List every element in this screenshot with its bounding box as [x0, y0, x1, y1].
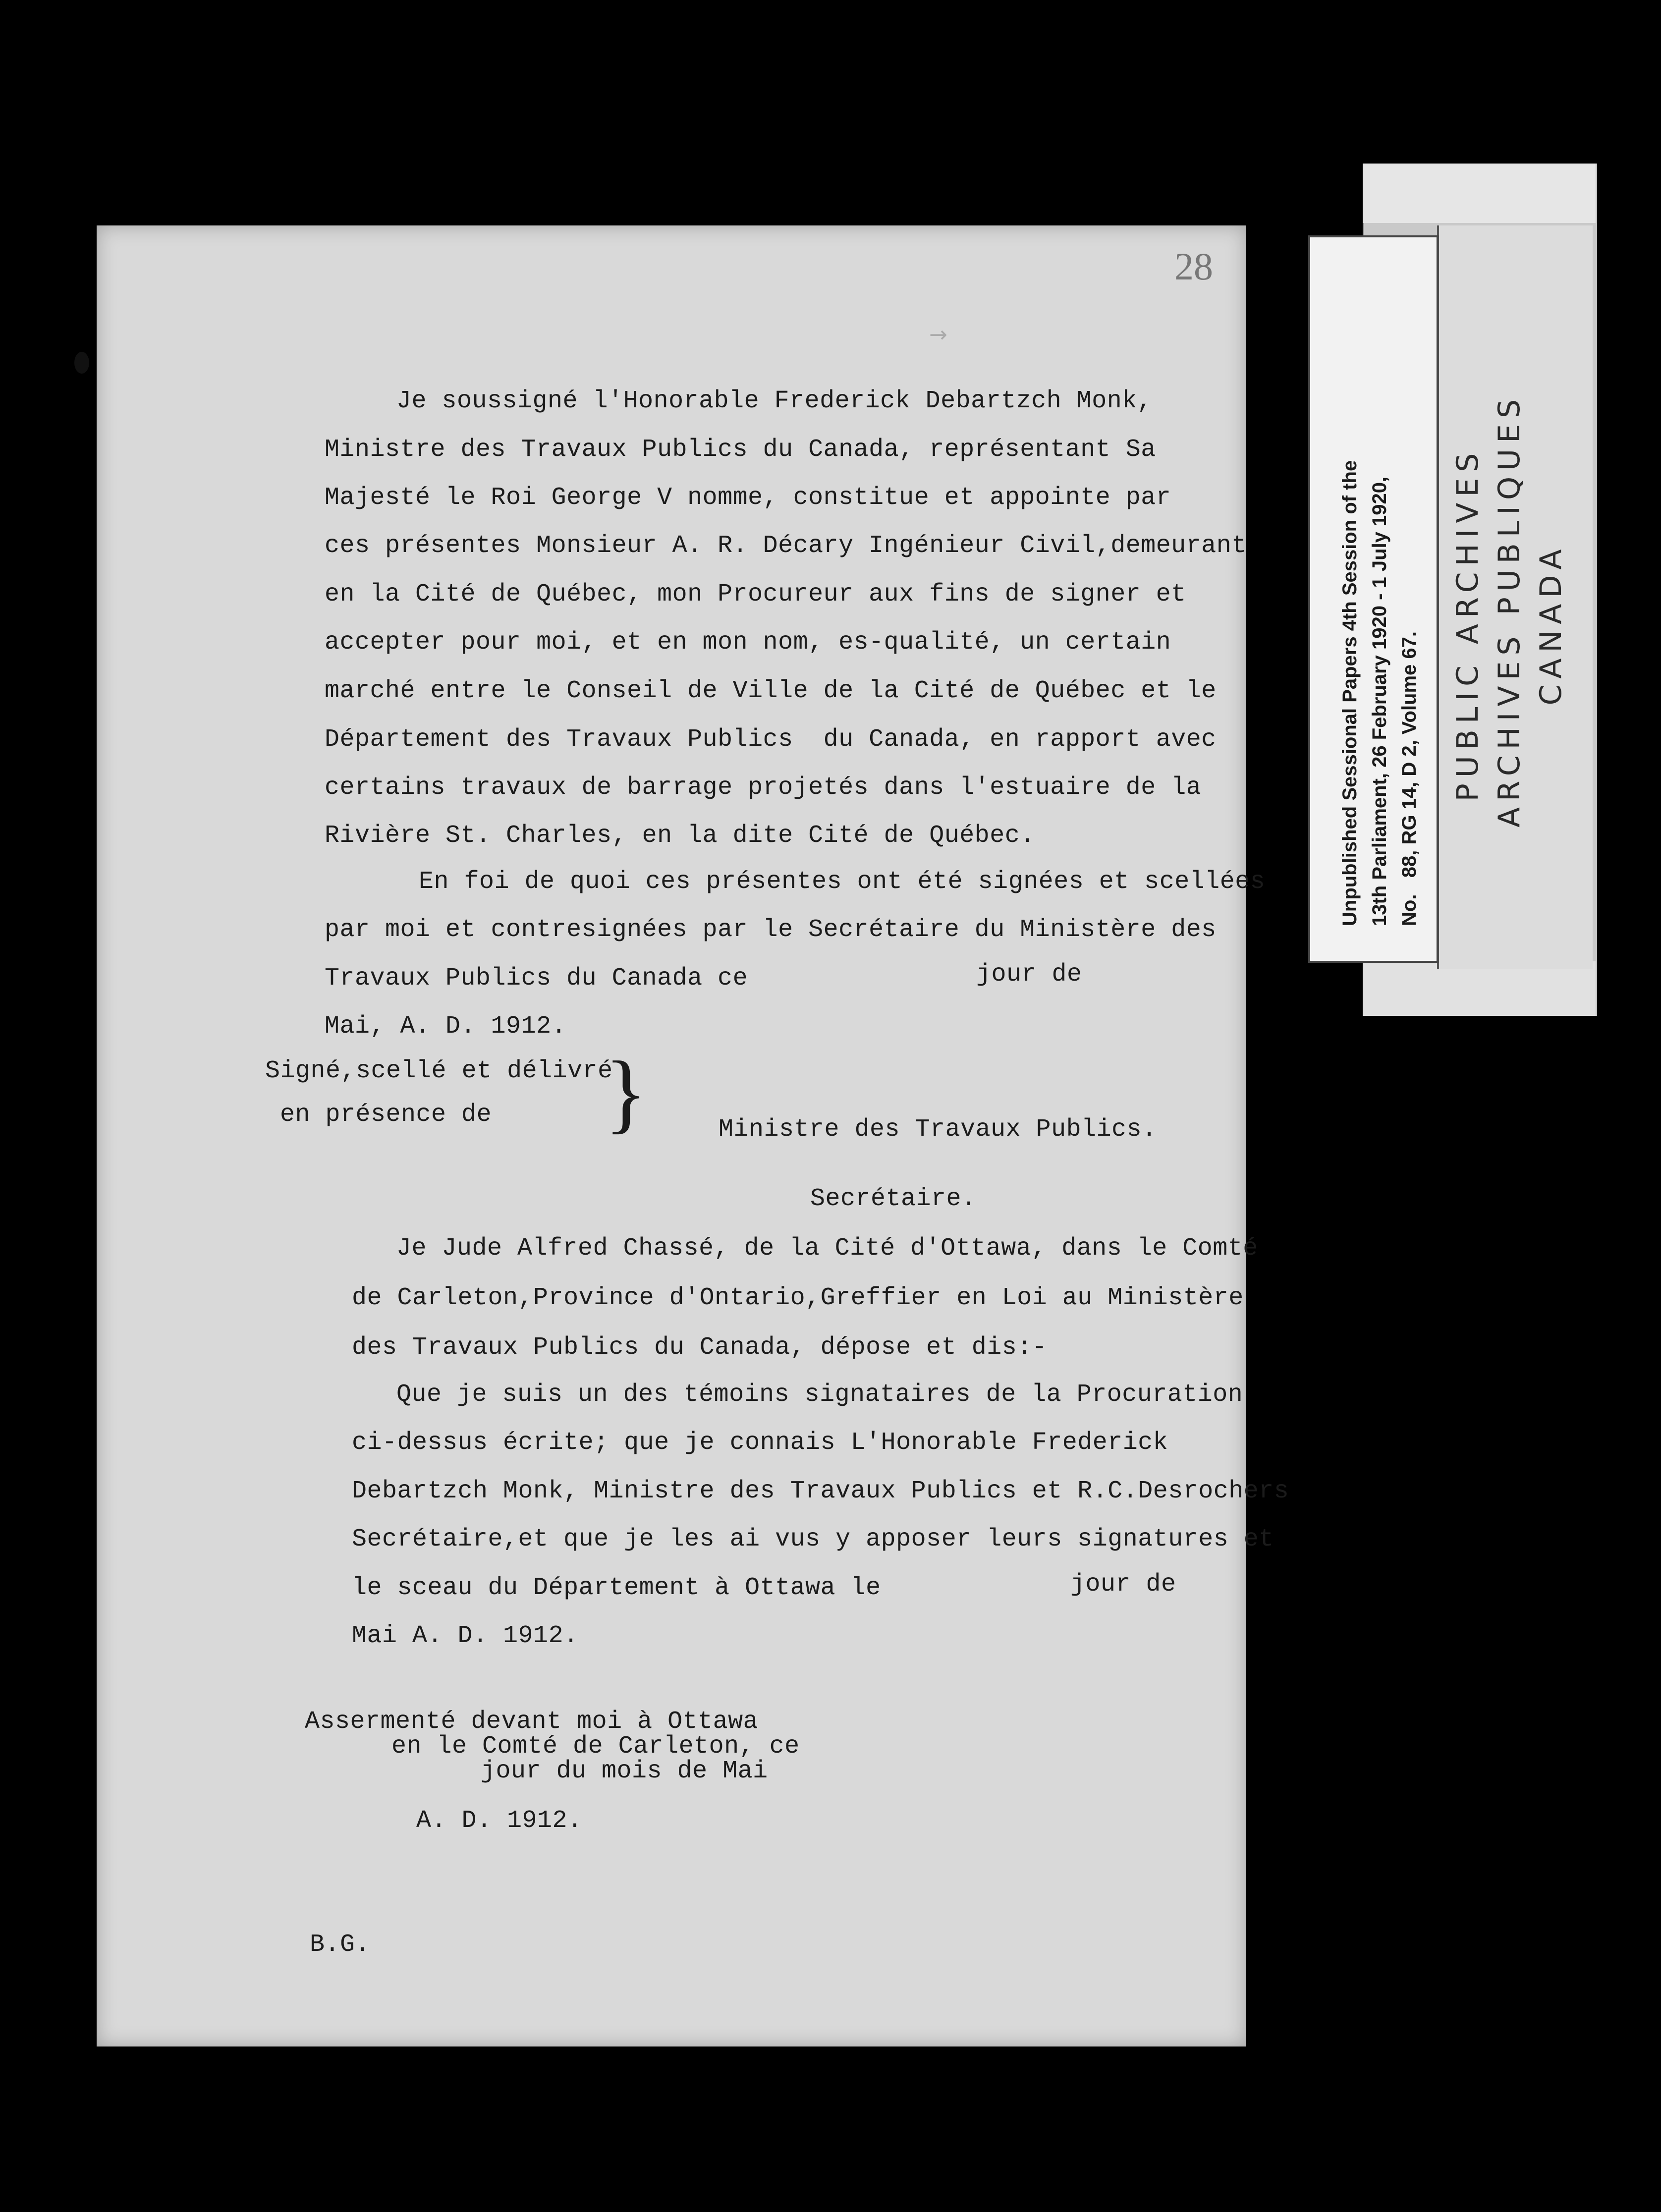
text-line: Majesté le Roi George V nomme, constitue et appointe par — [325, 484, 1171, 512]
text-line: Département des Travaux Publics du Canada, en rapport avec — [325, 725, 1217, 754]
arrow-mark-icon: → — [929, 322, 947, 347]
text-line: jour de — [976, 960, 1082, 989]
archive-stamp — [1447, 393, 1572, 828]
text-line: jour du mois de Mai — [481, 1757, 768, 1785]
text-line: de Carleton,Province d'Ontario,Greffier en Loi au Ministère — [352, 1284, 1244, 1312]
text-line: Rivière St. Charles, en la dite Cité de Québec. — [325, 822, 1035, 850]
text-line: certains travaux de barrage projetés dans l'estuaire de la — [325, 774, 1202, 802]
text-line: Ministre des Travaux Publics du Canada, représentant Sa — [325, 436, 1156, 464]
archive-tab-bottom — [1363, 961, 1596, 1016]
archive-label-text — [1335, 460, 1424, 926]
text-line: Signé,scellé et délivré — [265, 1057, 613, 1085]
stamp-line: CANADA — [1534, 543, 1568, 706]
text-line: Mai A. D. 1912. — [352, 1622, 579, 1650]
text-line: Secrétaire,et que je les ai vus y apposer leurs signatures et — [352, 1525, 1274, 1553]
text-line: par moi et contresignées par le Secrétaire du Ministère des — [325, 916, 1217, 944]
document-page — [97, 225, 1289, 2046]
archive-label — [1308, 235, 1439, 963]
text-line: ces présentes Monsieur A. R. Décary Ingénieur Civil,demeurant — [325, 532, 1247, 560]
text-line: en la Cité de Québec, mon Procureur aux fins de signer et — [325, 580, 1186, 608]
text-line: jour de — [1070, 1570, 1176, 1599]
text-line: accepter pour moi, et en mon nom, es-qualité, un certain — [325, 628, 1171, 657]
text-line: des Travaux Publics du Canada, dépose et dis:- — [352, 1333, 1048, 1362]
label-line: Unpublished Sessional Papers 4th Session of the — [1339, 460, 1361, 926]
text-line: marché entre le Conseil de Ville de la Cité de Québec et le — [325, 677, 1217, 705]
brace-icon: } — [605, 1043, 648, 1142]
text-line: Assermenté devant moi à Ottawa — [305, 1708, 759, 1736]
text-line: En foi de quoi ces présentes ont été signées et scellées — [419, 868, 1266, 896]
initials: B.G. — [310, 1931, 371, 1959]
text-line: en le Comté de Carleton, ce — [391, 1732, 800, 1761]
text-line: Je Jude Alfred Chassé, de la Cité d'Ottawa, dans le Comté — [396, 1234, 1258, 1263]
text-line: en présence de — [280, 1101, 492, 1129]
text-line: Secrétaire. — [810, 1185, 977, 1213]
ink-blot — [74, 352, 89, 374]
text-line: Travaux Publics du Canada ce — [325, 964, 748, 993]
text-line: Debartzch Monk, Ministre des Travaux Publics et R.C.Desrochers — [352, 1477, 1289, 1505]
label-line: 13th Parliament, 26 February 1920 - 1 July 1920, — [1369, 476, 1390, 926]
folio-number: 28 — [1174, 245, 1213, 288]
text-line: Mai, A. D. 1912. — [325, 1012, 567, 1041]
text-line: A. D. 1912. — [416, 1807, 583, 1835]
stamp-line: ARCHIVES PUBLIQUES — [1492, 393, 1527, 828]
text-line: Je soussigné l'Honorable Frederick Debartzch Monk, — [396, 387, 1153, 415]
text-line: le sceau du Département à Ottawa le — [352, 1574, 881, 1602]
text-line: Ministre des Travaux Publics. — [719, 1115, 1157, 1144]
text-line: ci-dessus écrite; que je connais L'Honorable Frederick — [352, 1429, 1168, 1457]
archive-tab-top — [1363, 164, 1596, 223]
text-line: Que je suis un des témoins signataires de la Procuration — [396, 1381, 1243, 1409]
label-line: No. 88, RG 14, D 2, Volume 67. — [1398, 631, 1420, 926]
stamp-line: PUBLIC ARCHIVES — [1450, 447, 1485, 802]
